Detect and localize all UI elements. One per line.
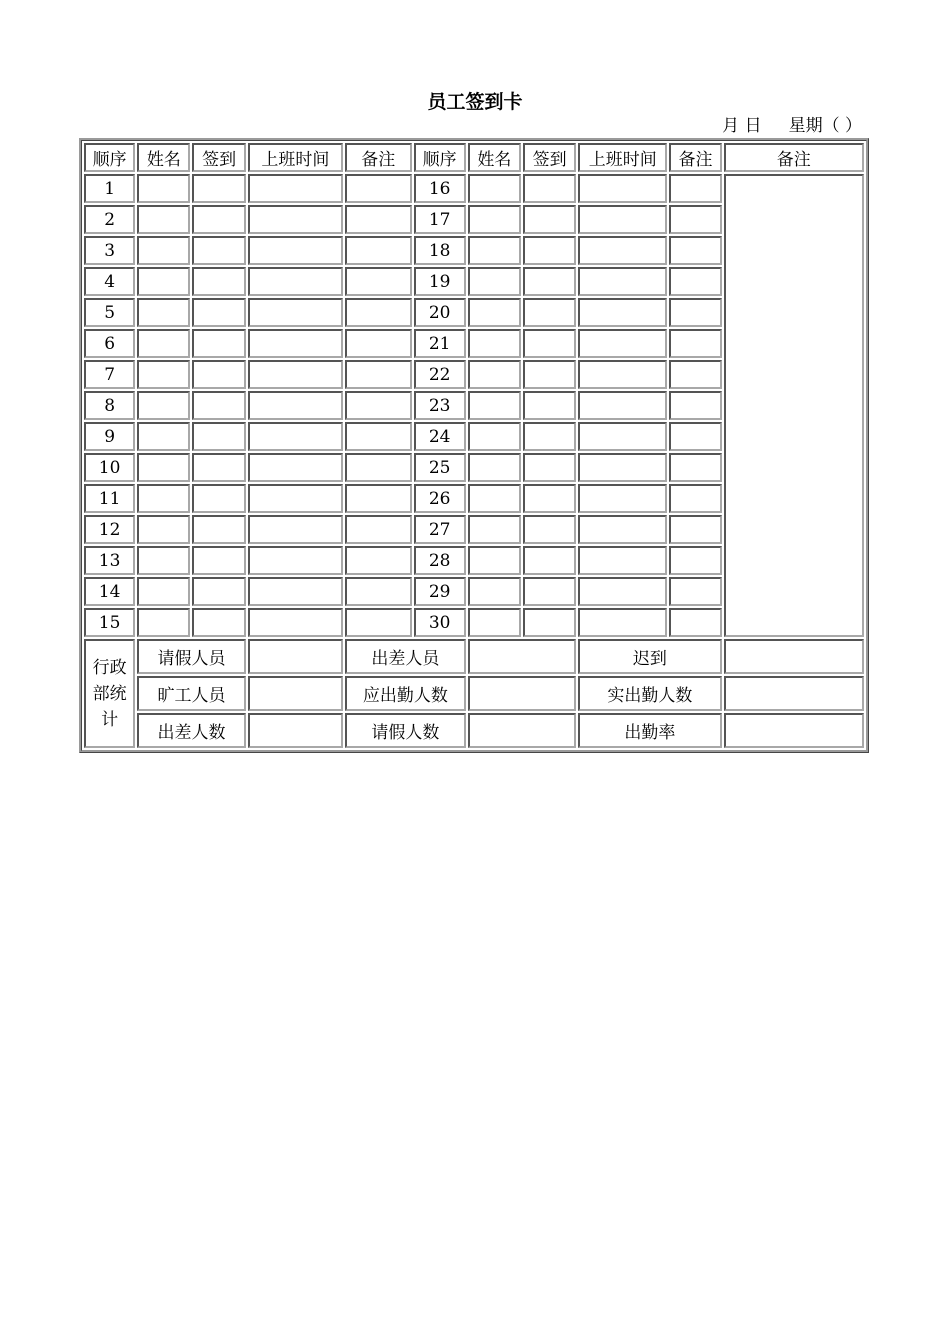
seq-cell: 16 (414, 174, 466, 203)
page-title: 员工签到卡 (427, 91, 523, 113)
header-time: 上班时间 (248, 143, 343, 172)
sign-cell[interactable] (192, 577, 245, 606)
sign-cell[interactable] (192, 515, 245, 544)
sign-cell[interactable] (523, 267, 576, 296)
sign-cell[interactable] (192, 236, 245, 265)
leave-persons-label: 请假人员 (137, 639, 246, 674)
attendance-rate-value[interactable] (724, 713, 864, 748)
date-line: 月 日 星期（ ） (722, 116, 862, 136)
seq-cell: 2 (84, 205, 135, 234)
time-cell[interactable] (578, 391, 667, 420)
name-cell[interactable] (137, 329, 190, 358)
note-cell[interactable] (669, 329, 721, 358)
sign-cell[interactable] (523, 205, 576, 234)
header-seq-2: 顺序 (414, 143, 466, 172)
admin-stats-label: 行政部统计 (84, 639, 135, 748)
expected-count-label: 应出勤人数 (345, 676, 466, 711)
sign-cell[interactable] (192, 391, 245, 420)
sign-cell[interactable] (523, 329, 576, 358)
actual-count-value[interactable] (724, 676, 864, 711)
seq-cell: 18 (414, 236, 466, 265)
sign-cell[interactable] (192, 174, 245, 203)
time-cell[interactable] (578, 577, 667, 606)
name-cell[interactable] (137, 577, 190, 606)
sign-cell[interactable] (192, 546, 245, 575)
trip-persons-label: 出差人员 (345, 639, 466, 674)
trip-count-value[interactable] (248, 713, 343, 748)
attendance-rate-label: 出勤率 (578, 713, 721, 748)
sign-cell[interactable] (192, 484, 245, 513)
time-cell[interactable] (248, 329, 343, 358)
header-name: 姓名 (137, 143, 190, 172)
leave-count-label: 请假人数 (345, 713, 466, 748)
header-seq: 顺序 (84, 143, 135, 172)
header-sign: 签到 (192, 143, 245, 172)
note-cell[interactable] (345, 329, 412, 358)
time-cell[interactable] (578, 422, 667, 451)
note-cell[interactable] (345, 453, 412, 482)
name-cell[interactable] (137, 453, 190, 482)
note-cell[interactable] (345, 360, 412, 389)
name-cell[interactable] (468, 422, 521, 451)
name-cell[interactable] (468, 453, 521, 482)
time-cell[interactable] (578, 267, 667, 296)
time-cell[interactable] (578, 484, 667, 513)
note-cell[interactable] (345, 577, 412, 606)
time-cell[interactable] (248, 453, 343, 482)
stats-row-3 (84, 713, 864, 748)
time-cell[interactable] (248, 422, 343, 451)
name-cell[interactable] (137, 267, 190, 296)
time-cell[interactable] (248, 267, 343, 296)
sign-cell[interactable] (192, 267, 245, 296)
seq-cell: 11 (84, 484, 135, 513)
sign-cell[interactable] (192, 329, 245, 358)
seq-cell: 6 (84, 329, 135, 358)
sign-cell[interactable] (192, 205, 245, 234)
note-cell[interactable] (345, 267, 412, 296)
sign-cell[interactable] (523, 515, 576, 544)
name-cell[interactable] (137, 298, 190, 327)
note-cell[interactable] (345, 205, 412, 234)
name-cell[interactable] (468, 484, 521, 513)
time-cell[interactable] (248, 174, 343, 203)
sign-in-sheet (79, 138, 869, 753)
leave-persons-value[interactable] (248, 639, 343, 674)
name-cell[interactable] (468, 205, 521, 234)
name-cell[interactable] (137, 546, 190, 575)
name-cell[interactable] (468, 515, 521, 544)
name-cell[interactable] (137, 205, 190, 234)
note-cell[interactable] (669, 174, 721, 203)
trip-count-label: 出差人数 (137, 713, 246, 748)
name-cell[interactable] (137, 484, 190, 513)
absent-persons-label: 旷工人员 (137, 676, 246, 711)
seq-cell: 30 (414, 608, 466, 637)
header-name-2: 姓名 (468, 143, 521, 172)
header-row (84, 143, 864, 172)
seq-cell: 21 (414, 329, 466, 358)
time-cell[interactable] (578, 329, 667, 358)
note-cell[interactable] (669, 608, 721, 637)
time-cell[interactable] (248, 577, 343, 606)
stats-row-2 (84, 676, 864, 711)
name-cell[interactable] (468, 546, 521, 575)
name-cell[interactable] (468, 329, 521, 358)
header-note-2: 备注 (669, 143, 721, 172)
note-cell[interactable] (345, 608, 412, 637)
note-cell[interactable] (345, 484, 412, 513)
time-cell[interactable] (248, 608, 343, 637)
sign-cell[interactable] (523, 422, 576, 451)
sign-cell[interactable] (192, 453, 245, 482)
note-cell[interactable] (345, 515, 412, 544)
time-cell[interactable] (248, 515, 343, 544)
header-remarks: 备注 (724, 143, 864, 172)
name-cell[interactable] (468, 360, 521, 389)
table-row (84, 174, 864, 203)
seq-cell: 29 (414, 577, 466, 606)
name-cell[interactable] (468, 236, 521, 265)
name-cell[interactable] (137, 174, 190, 203)
sign-in-table (79, 138, 869, 753)
note-cell[interactable] (669, 205, 721, 234)
time-cell[interactable] (248, 298, 343, 327)
name-cell[interactable] (468, 267, 521, 296)
time-cell[interactable] (578, 174, 667, 203)
time-cell[interactable] (578, 608, 667, 637)
time-cell[interactable] (578, 453, 667, 482)
time-cell[interactable] (578, 546, 667, 575)
time-cell[interactable] (248, 205, 343, 234)
header-note: 备注 (345, 143, 412, 172)
sign-cell[interactable] (523, 577, 576, 606)
time-cell[interactable] (248, 484, 343, 513)
time-cell[interactable] (248, 360, 343, 389)
seq-cell: 23 (414, 391, 466, 420)
name-cell[interactable] (468, 391, 521, 420)
name-cell[interactable] (137, 515, 190, 544)
seq-cell: 22 (414, 360, 466, 389)
time-cell[interactable] (248, 546, 343, 575)
sign-cell[interactable] (192, 298, 245, 327)
time-cell[interactable] (578, 360, 667, 389)
remarks-area[interactable] (724, 174, 864, 637)
sign-cell[interactable] (523, 298, 576, 327)
actual-count-label: 实出勤人数 (578, 676, 721, 711)
name-cell[interactable] (137, 236, 190, 265)
late-label: 迟到 (578, 639, 721, 674)
seq-cell: 25 (414, 453, 466, 482)
header-sign-2: 签到 (523, 143, 576, 172)
leave-count-value[interactable] (468, 713, 577, 748)
note-cell[interactable] (669, 577, 721, 606)
note-cell[interactable] (345, 422, 412, 451)
seq-cell: 27 (414, 515, 466, 544)
note-cell[interactable] (669, 391, 721, 420)
time-cell[interactable] (578, 205, 667, 234)
name-cell[interactable] (137, 360, 190, 389)
sign-cell[interactable] (523, 391, 576, 420)
sign-cell[interactable] (192, 422, 245, 451)
seq-cell: 4 (84, 267, 135, 296)
note-cell[interactable] (669, 515, 721, 544)
sign-cell[interactable] (523, 453, 576, 482)
seq-cell: 28 (414, 546, 466, 575)
seq-cell: 7 (84, 360, 135, 389)
seq-cell: 3 (84, 236, 135, 265)
sign-cell[interactable] (523, 608, 576, 637)
note-cell[interactable] (669, 546, 721, 575)
late-value[interactable] (724, 639, 864, 674)
sign-cell[interactable] (523, 546, 576, 575)
name-cell[interactable] (137, 422, 190, 451)
note-cell[interactable] (669, 298, 721, 327)
stats-row-1 (84, 639, 864, 674)
seq-cell: 8 (84, 391, 135, 420)
trip-persons-value[interactable] (468, 639, 577, 674)
seq-cell: 24 (414, 422, 466, 451)
time-cell[interactable] (248, 391, 343, 420)
seq-cell: 15 (84, 608, 135, 637)
time-cell[interactable] (248, 236, 343, 265)
note-cell[interactable] (669, 453, 721, 482)
seq-cell: 9 (84, 422, 135, 451)
seq-cell: 20 (414, 298, 466, 327)
note-cell[interactable] (669, 484, 721, 513)
name-cell[interactable] (468, 577, 521, 606)
sign-cell[interactable] (523, 174, 576, 203)
name-cell[interactable] (137, 391, 190, 420)
seq-cell: 1 (84, 174, 135, 203)
note-cell[interactable] (669, 422, 721, 451)
note-cell[interactable] (345, 236, 412, 265)
seq-cell: 10 (84, 453, 135, 482)
sign-cell[interactable] (192, 360, 245, 389)
absent-persons-value[interactable] (248, 676, 343, 711)
note-cell[interactable] (669, 360, 721, 389)
note-cell[interactable] (345, 391, 412, 420)
note-cell[interactable] (345, 298, 412, 327)
seq-cell: 5 (84, 298, 135, 327)
time-cell[interactable] (578, 298, 667, 327)
time-cell[interactable] (578, 515, 667, 544)
seq-cell: 17 (414, 205, 466, 234)
note-cell[interactable] (669, 267, 721, 296)
note-cell[interactable] (669, 236, 721, 265)
seq-cell: 26 (414, 484, 466, 513)
name-cell[interactable] (468, 608, 521, 637)
seq-cell: 14 (84, 577, 135, 606)
name-cell[interactable] (468, 298, 521, 327)
seq-cell: 12 (84, 515, 135, 544)
sign-cell[interactable] (523, 360, 576, 389)
header-time-2: 上班时间 (578, 143, 667, 172)
note-cell[interactable] (345, 546, 412, 575)
time-cell[interactable] (578, 236, 667, 265)
name-cell[interactable] (468, 174, 521, 203)
sign-cell[interactable] (192, 608, 245, 637)
note-cell[interactable] (345, 174, 412, 203)
seq-cell: 19 (414, 267, 466, 296)
name-cell[interactable] (137, 608, 190, 637)
sign-cell[interactable] (523, 484, 576, 513)
seq-cell: 13 (84, 546, 135, 575)
sign-cell[interactable] (523, 236, 576, 265)
expected-count-value[interactable] (468, 676, 577, 711)
